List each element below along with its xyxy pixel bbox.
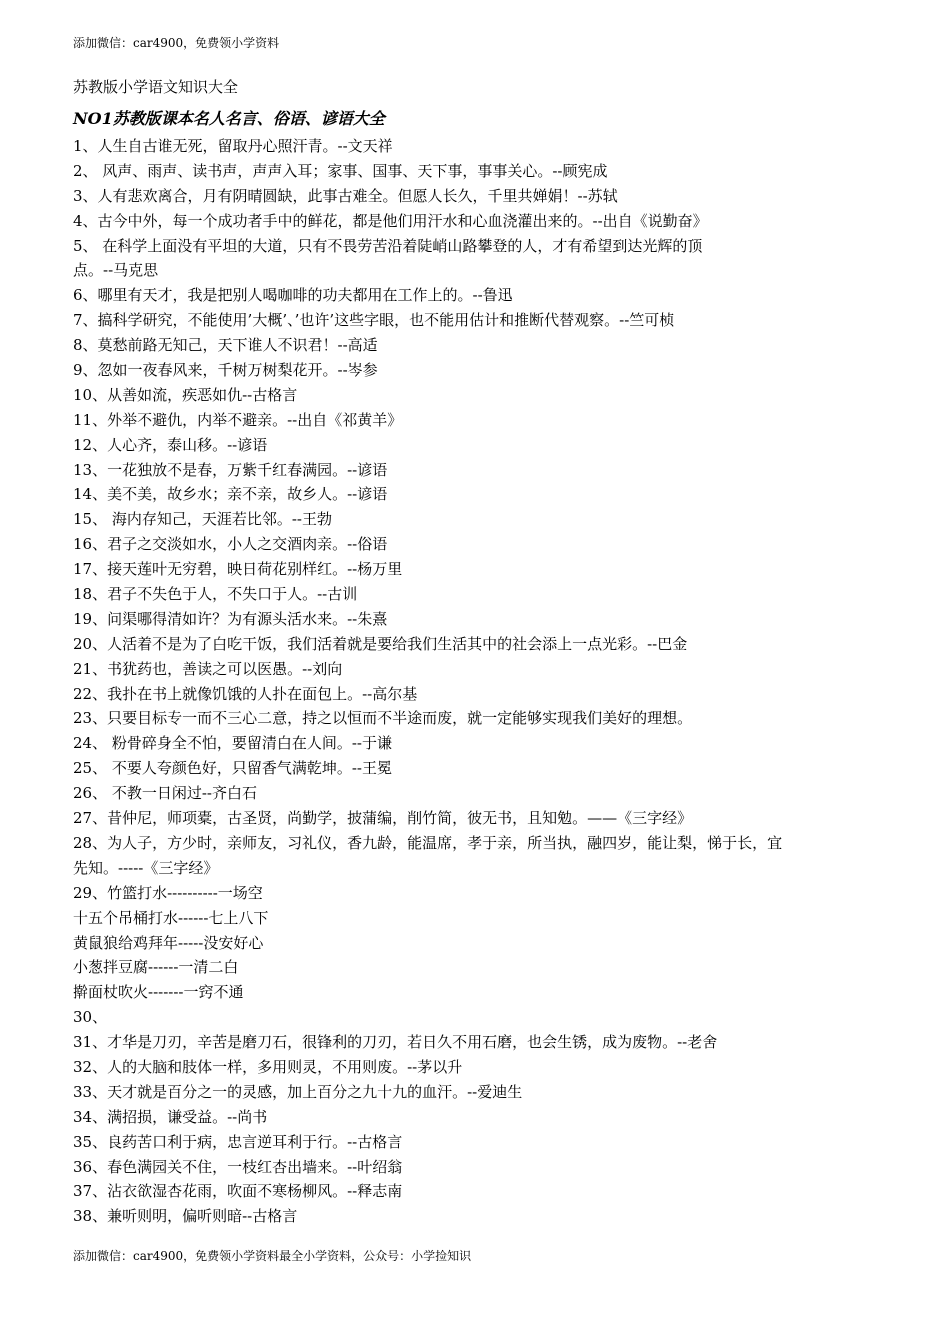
- quote-line: 34、满招损，谦受益。--尚书: [73, 1107, 268, 1126]
- footer-note: 添加微信：car4900，免费领小学资料最全小学资料，公众号：小学捡知识: [73, 1249, 472, 1263]
- quote-line: 29、竹篮打水----------一场空: [73, 883, 263, 902]
- quote-line: 36、春色满园关不住，一枝红杏出墙来。--叶绍翁: [73, 1157, 403, 1176]
- section-heading: NO1苏教版课本名人名言、俗语、谚语大全: [73, 109, 385, 128]
- quote-line: 17、接天莲叶无穷碧，映日荷花别样红。--杨万里: [73, 560, 403, 579]
- quote-line: 5、 在科学上面没有平坦的大道，只有不畏劳苦沿着陡峭山路攀登的人，才有希望到达光辉的顶: [73, 236, 703, 255]
- quote-line: 22、我扑在书上就像饥饿的人扑在面包上。--高尔基: [73, 684, 418, 703]
- quote-line: 21、书犹药也，善读之可以医愚。--刘向: [73, 659, 343, 678]
- quote-line: 9、忽如一夜春风来，千树万树梨花开。--岑参: [73, 361, 378, 380]
- quote-line: 点。--马克思: [73, 261, 159, 280]
- quote-line: 31、才华是刀刃，辛苦是磨刀石，很锋利的刀刃，若日久不用石磨，也会生锈，成为废物。--老舍: [73, 1033, 718, 1052]
- quote-line: 37、沾衣欲湿杏花雨，吹面不寒杨柳风。--释志南: [73, 1182, 403, 1201]
- quote-line: 8、莫愁前路无知己，天下谁人不识君！--高适: [73, 336, 378, 355]
- quote-line: 23、只要目标专一而不三心二意，持之以恒而不半途而废，就一定能够实现我们美好的理想。: [73, 709, 693, 728]
- quote-line: 33、天才就是百分之一的灵感，加上百分之九十九的血汗。--爱迪生: [73, 1082, 523, 1101]
- quote-line: 2、 风声、雨声、读书声，声声入耳；家事、国事、天下事，事事关心。--顾宪成: [73, 161, 608, 180]
- header-note: 添加微信：car4900，免费领小学资料: [73, 36, 280, 50]
- quote-line: 30、: [73, 1008, 108, 1027]
- quote-line: 26、 不教一日闲过--齐白石: [73, 784, 257, 803]
- quote-line: 1、人生自古谁无死，留取丹心照汗青。--文天祥: [73, 137, 393, 155]
- quote-line: 18、君子不失色于人，不失口于人。--古训: [73, 585, 358, 604]
- quote-line: 4、古今中外，每一个成功者手中的鲜花，都是他们用汗水和心血浇灌出来的。--出自《说勤奋》: [73, 211, 708, 230]
- document-title: 苏教版小学语文知识大全: [73, 78, 239, 96]
- quote-line: 11、外举不避仇，内举不避亲。--出自《祁黄羊》: [73, 410, 403, 429]
- quote-line: 28、为人子，方少时，亲师友，习礼仪，香九龄，能温席，孝于亲，所当执，融四岁，能让梨，悌于长，宜: [73, 833, 783, 852]
- quote-line: 38、兼听则明，偏听则暗--古格言: [73, 1207, 298, 1226]
- quote-line: 小葱拌豆腐------一清二白: [73, 958, 239, 977]
- quote-line: 7、搞科学研究，不能使用’大概’、’也许’这些字眼，也不能用估计和推断代替观察。--竺可桢: [73, 311, 675, 330]
- quote-line: 12、人心齐，泰山移。--谚语: [73, 435, 268, 454]
- quote-list: [73, 134, 883, 1229]
- quote-line: 14、美不美，故乡水；亲不亲，故乡人。--谚语: [73, 485, 388, 504]
- quote-line: 19、问渠哪得清如许？为有源头活水来。--朱熹: [73, 609, 388, 628]
- quote-line: 13、一花独放不是春，万紫千红春满园。--谚语: [73, 460, 388, 479]
- quote-line: 先知。-----《三字经》: [73, 858, 219, 877]
- quote-line: 黄鼠狼给鸡拜年-----没安好心: [73, 933, 264, 952]
- quote-line: 15、 海内存知己，天涯若比邻。--王勃: [73, 510, 332, 529]
- quote-line: 25、 不要人夸颜色好，只留香气满乾坤。--王冕: [73, 759, 392, 778]
- quote-line: 35、良药苦口利于病，忠言逆耳利于行。--古格言: [73, 1132, 403, 1151]
- quote-line: 擀面杖吹火-------一窍不通: [73, 983, 244, 1002]
- quote-line: 24、 粉骨碎身全不怕，要留清白在人间。--于谦: [73, 734, 392, 753]
- quote-line: 20、人活着不是为了白吃干饭，我们活着就是要给我们生活其中的社会添上一点光彩。--巴金: [73, 634, 688, 653]
- quote-line: 27、昔仲尼，师项橐，古圣贤，尚勤学，披蒲编，削竹简，彼无书，且知勉。——《三字经》: [73, 809, 693, 828]
- quote-line: 16、君子之交淡如水，小人之交酒肉亲。--俗语: [73, 535, 388, 554]
- quote-line: 3、人有悲欢离合，月有阴晴圆缺，此事古难全。但愿人长久，千里共婵娟！--苏轼: [73, 186, 618, 205]
- quote-line: 10、从善如流，疾恶如仇--古格言: [73, 385, 298, 404]
- quote-line: 十五个吊桶打水------七上八下: [73, 908, 269, 927]
- quote-line: 6、哪里有天才，我是把别人喝咖啡的功夫都用在工作上的。--鲁迅: [73, 286, 513, 305]
- quote-line: 32、人的大脑和肢体一样，多用则灵，不用则废。--茅以升: [73, 1057, 463, 1076]
